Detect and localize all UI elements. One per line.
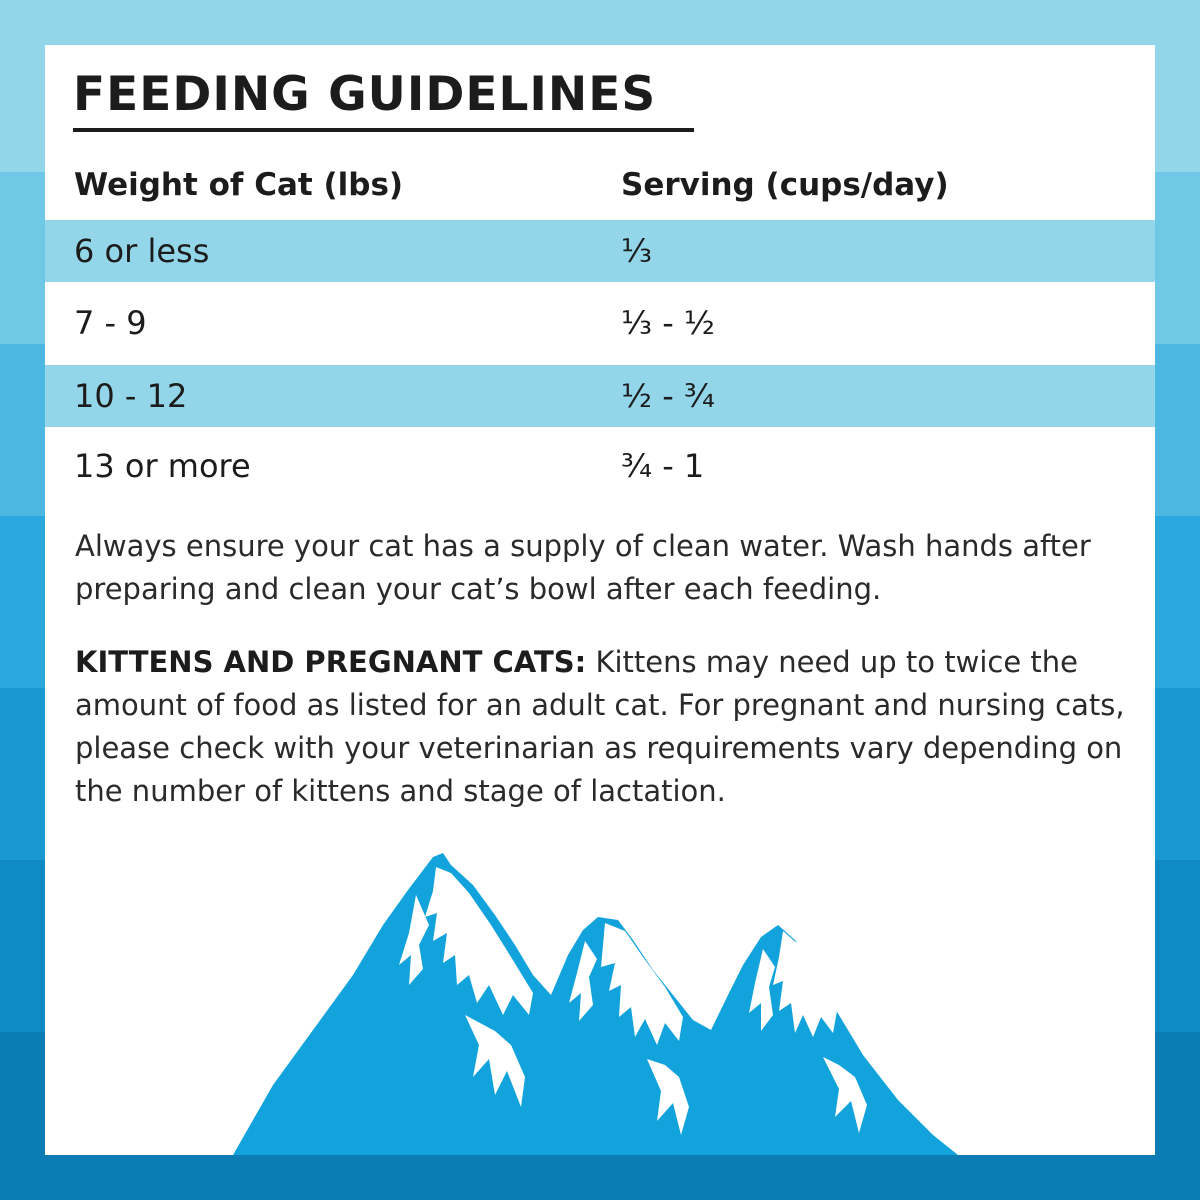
kittens-note-text: Kittens may need up to twice the amount of food as listed for an adult cat. For pregnant and nursing cats, please check with your veterinarian as requirements vary depending on the number of kittens and stage of lactation. — [75, 645, 1125, 808]
table-row — [45, 220, 1155, 282]
serving-cell: ¾ - 1 — [621, 447, 705, 485]
weight-cell: 7 - 9 — [74, 304, 147, 342]
title-underline — [73, 128, 694, 132]
table-row — [45, 435, 1155, 497]
mountain-silhouette — [233, 853, 958, 1155]
row-highlight — [45, 365, 1155, 427]
serving-cell: ½ - ¾ — [621, 377, 715, 415]
serving-cell: ⅓ — [621, 232, 653, 270]
weight-cell: 10 - 12 — [74, 377, 188, 415]
row-highlight — [45, 220, 1155, 282]
weight-cell: 6 or less — [74, 232, 210, 270]
kittens-note — [75, 641, 1135, 813]
serving-cell: ⅓ - ½ — [621, 304, 715, 342]
weight-cell: 13 or more — [74, 447, 251, 485]
column-header-serving: Serving (cups/day) — [621, 167, 949, 203]
water-note: Always ensure your cat has a supply of clean water. Wash hands after preparing and clean your cat’s bowl after each feeding. — [75, 529, 1091, 606]
table-row — [45, 292, 1155, 354]
table-row — [45, 365, 1155, 427]
column-header-weight: Weight of Cat (lbs) — [74, 167, 404, 203]
mountains-icon — [233, 845, 973, 1155]
page-title: FEEDING GUIDELINES — [73, 67, 657, 122]
kittens-note-label: KITTENS AND PREGNANT CATS: — [75, 645, 587, 679]
feeding-guidelines-card — [45, 45, 1155, 1155]
